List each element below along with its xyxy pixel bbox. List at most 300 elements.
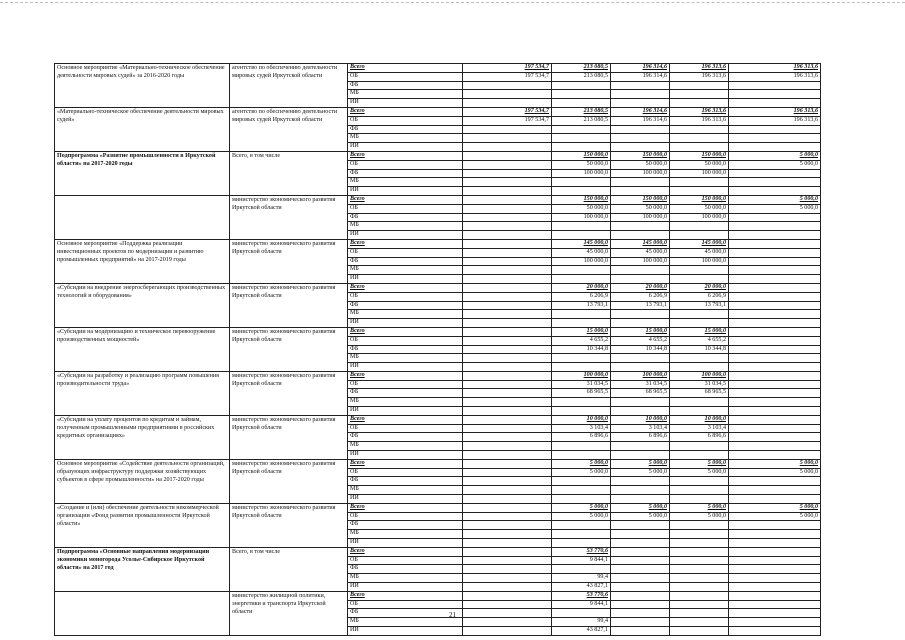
amount-value: 5 000,0 [552,469,610,478]
funding-source-label: ОБ [348,293,462,302]
funding-source-label: Всего [348,108,462,117]
amount-value [670,363,728,371]
amount-value [552,222,610,231]
amount-column-1 [463,284,552,327]
amount-value [611,574,669,583]
amount-value: 5 000,0 [611,504,669,513]
program-name-cell: «Субсидии на внедрение энергосберегающих производственных технологий и оборудования» [55,284,230,327]
amount-value [552,451,610,459]
amount-value [729,627,820,635]
scan-top-edge [0,2,905,3]
amount-value [611,90,669,99]
amount-value [463,240,551,249]
amount-value [463,372,551,381]
page-number: 21 [449,611,456,619]
amount-value: 213 080,5 [552,117,610,126]
program-name-cell: Подпрограмма «Основные направления модернизации экономики моногорода Усолье-Сибирское Иркутской области» на 2017 год [55,548,230,591]
amount-column-3 [611,416,670,459]
amount-value [729,389,820,398]
amount-column-1 [463,328,552,371]
amount-value [463,433,551,442]
amount-column-5 [729,372,821,415]
funding-source-label: МБ [348,222,462,231]
program-name-cell: «Создание и (или) обеспечение деятельности некоммерческой организации «Фонд развития промышленности Иркутской области» [55,504,230,547]
amount-value [552,354,610,363]
table-row [55,416,821,460]
amount-value: 5 000,0 [611,469,669,478]
amount-value [729,231,820,239]
amount-value [552,363,610,371]
amount-column-2 [552,416,611,459]
amount-value [552,134,610,143]
amount-column-3 [611,460,670,503]
amount-value [611,530,669,539]
amount-value [729,618,820,627]
amount-value [611,231,669,239]
amount-value [670,266,728,275]
amount-value [670,539,728,547]
funding-source-label: МБ [348,530,462,539]
executor-cell: агентство по обеспечению деятельности мировых судей Иркутской области [230,64,348,107]
amount-column-5 [729,460,821,503]
amount-value [670,442,728,451]
amount-value: 13 793,1 [552,302,610,311]
funding-source-label: МБ [348,354,462,363]
funding-source-label: МБ [348,618,462,627]
funding-source-label: ИИ [350,143,359,150]
amount-value: 196 313,6 [729,108,820,117]
amount-value [611,548,669,557]
amount-value [463,310,551,319]
amount-value: 100 000,0 [611,258,669,267]
table-row [55,548,821,592]
amount-value [463,601,551,610]
funding-source-label: Всего [348,372,462,381]
amount-column-4 [670,108,729,151]
amount-value [463,187,551,195]
amount-value [670,134,728,143]
amount-value: 9 844,1 [552,557,610,566]
amount-value: 145 000,0 [670,240,728,249]
amount-value [611,275,669,283]
amount-value [670,548,728,557]
amount-value: 196 313,6 [670,108,728,117]
amount-column-4 [670,196,729,239]
table-row [55,504,821,548]
amount-value [463,293,551,302]
amount-value [670,530,728,539]
amount-value: 196 313,6 [670,64,728,73]
amount-value [463,363,551,371]
amount-column-4 [670,328,729,371]
table-row [55,460,821,504]
amount-value [463,152,551,161]
amount-value [670,627,728,635]
amount-value [670,178,728,187]
funding-source-label: МБ [348,90,462,99]
amount-value: 150 000,0 [552,152,610,161]
amount-value: 150 000,0 [552,196,610,205]
amount-value [611,143,669,151]
amount-value [729,433,820,442]
funding-source-label: Всего [348,328,462,337]
amount-value: 100 000,0 [611,170,669,179]
amount-value: 43 827,1 [586,627,608,633]
funding-source-label: ИИ [350,99,359,106]
amount-value [729,442,820,451]
amount-value: 10 000,0 [670,416,728,425]
amount-value: 10 000,0 [552,416,610,425]
amount-column-4 [670,504,729,547]
amount-column-3 [611,108,670,151]
amount-value: 6 206,9 [552,293,610,302]
amount-value [729,416,820,425]
funding-source-cell [348,504,463,547]
amount-value [552,82,610,91]
funding-source-cell [348,372,463,415]
amount-value [611,187,669,195]
amount-value [670,592,728,601]
amount-value [463,214,551,223]
amount-value [729,381,820,390]
program-name-cell: Основное мероприятие «Материально-техническое обеспечение деятельности мировых судей» за 2016-2020 годы [55,64,230,107]
table-row [55,240,821,284]
program-name-cell: «Материально-техническое обеспечение деятельности мировых судей» [55,108,230,151]
executor-cell: министерство экономического развития Иркутской области [230,372,348,415]
table-row [55,372,821,416]
amount-value [729,574,820,583]
amount-value [729,302,820,311]
amount-value [611,583,669,591]
amount-value [670,90,728,99]
amount-value [463,565,551,574]
amount-column-2 [552,108,611,151]
amount-value: 197 534,7 [463,64,551,73]
amount-value: 100 000,0 [670,372,728,381]
amount-value [463,592,551,601]
amount-column-5 [729,416,821,459]
table-row [55,284,821,328]
amount-value [463,99,551,107]
amount-column-3 [611,548,670,591]
amount-value [463,126,551,135]
amount-value: 5 000,0 [670,460,728,469]
amount-value: 45 000,0 [611,249,669,258]
amount-value: 196 314,6 [611,73,669,82]
amount-value: 100 000,0 [552,214,610,223]
amount-value [463,196,551,205]
executor-cell: Всего, в том числе [230,548,348,591]
amount-value [552,275,610,283]
amount-column-2 [552,152,611,195]
funding-source-label: Всего [348,548,462,557]
amount-value [463,627,551,635]
amount-value [729,565,820,574]
amount-column-1 [463,240,552,283]
amount-value [670,275,728,283]
amount-value [670,231,728,239]
amount-value [729,398,820,407]
funding-source-label: ФБ [348,126,462,135]
amount-value: 5 000,0 [552,460,610,469]
amount-value [729,601,820,610]
amount-value [729,222,820,231]
amount-column-2 [552,196,611,239]
amount-column-3 [611,284,670,327]
amount-value [729,143,820,151]
amount-value [611,126,669,135]
funding-source-label: Всего [348,64,462,73]
funding-source-label: МБ [348,134,462,143]
amount-value: 50 000,0 [611,161,669,170]
funding-source-cell [348,328,463,371]
amount-value: 5 000,0 [611,513,669,522]
amount-value [463,178,551,187]
amount-value [729,530,820,539]
amount-value: 53 770,6 [552,592,610,601]
amount-value [670,477,728,486]
amount-value [463,90,551,99]
amount-value [670,99,728,107]
amount-value [463,521,551,530]
amount-value: 6 896,6 [552,433,610,442]
funding-source-label: ОБ [348,469,462,478]
amount-value: 99,4 [552,618,610,627]
amount-column-4 [670,416,729,459]
funding-source-label: Всего [348,460,462,469]
funding-source-label: ФБ [348,389,462,398]
amount-value [552,521,610,530]
funding-source-label: ФБ [348,302,462,311]
amount-value [670,310,728,319]
amount-value [611,495,669,503]
amount-value [463,425,551,434]
amount-value [611,451,669,459]
amount-column-5 [729,284,821,327]
funding-source-label: ИИ [350,627,359,633]
funding-source-label: ФБ [348,170,462,179]
amount-value [463,354,551,363]
amount-value [611,477,669,486]
amount-value [611,486,669,495]
amount-value [552,266,610,275]
amount-value: 5 000,0 [552,504,610,513]
funding-source-cell [348,64,463,107]
amount-value [611,134,669,143]
amount-value: 5 000,0 [729,469,820,478]
amount-value [552,486,610,495]
amount-value [729,258,820,267]
amount-value: 4 655,2 [552,337,610,346]
amount-value [611,310,669,319]
amount-value [611,354,669,363]
amount-value: 6 206,9 [670,293,728,302]
amount-value [552,495,610,503]
program-name-cell: Подпрограмма «Развитие промышленности в Иркутской области» на 2017-2020 годы [55,152,230,195]
program-name-cell: Основное мероприятие «Поддержка реализации инвестиционных проектов по модернизации и развитию промышленных предприятий» на 2017-2019 годы [55,240,230,283]
funding-source-label: ИИ [350,495,359,502]
amount-value: 5 000,0 [670,513,728,522]
amount-value: 5 000,0 [729,460,820,469]
amount-value [463,389,551,398]
amount-value [729,451,820,459]
amount-value [611,178,669,187]
amount-column-1 [463,460,552,503]
amount-column-2 [552,64,611,107]
amount-column-4 [670,64,729,107]
amount-value: 3 103,4 [670,425,728,434]
amount-value: 145 000,0 [552,240,610,249]
amount-value [611,99,669,107]
executor-cell: министерство экономического развития Иркутской области [230,196,348,239]
amount-value [552,126,610,135]
amount-value: 31 034,5 [611,381,669,390]
amount-column-2 [552,504,611,547]
amount-value: 100 000,0 [611,214,669,223]
funding-source-label: ФБ [348,258,462,267]
funding-source-label: МБ [348,266,462,275]
amount-column-1 [463,64,552,107]
funding-source-label: ФБ [348,565,462,574]
amount-value [463,266,551,275]
executor-cell: агентство по обеспечению деятельности мировых судей Иркутской области [230,108,348,151]
amount-value [552,477,610,486]
funding-source-label: ФБ [348,521,462,530]
funding-source-label: МБ [348,398,462,407]
amount-value: 213 080,5 [552,64,610,73]
amount-value [670,82,728,91]
amount-value: 31 034,5 [552,381,610,390]
amount-value [611,319,669,327]
amount-value [463,513,551,522]
amount-value [611,82,669,91]
amount-value: 196 313,6 [670,73,728,82]
amount-column-3 [611,152,670,195]
amount-value: 10 344,8 [552,346,610,355]
amount-value [611,521,669,530]
amount-value [729,363,820,371]
amount-value [463,284,551,293]
amount-value: 150 000,0 [670,152,728,161]
amount-value [729,583,820,591]
amount-column-3 [611,504,670,547]
program-name-cell [55,196,230,239]
amount-value [670,601,728,610]
amount-value: 6 206,9 [611,293,669,302]
amount-value: 196 313,6 [729,117,820,126]
amount-value [611,398,669,407]
amount-value [463,469,551,478]
funding-source-label: ОБ [348,249,462,258]
amount-column-5 [729,108,821,151]
amount-value [463,170,551,179]
amount-value: 15 000,0 [611,328,669,337]
amount-column-1 [463,416,552,459]
amount-value: 5 000,0 [729,161,820,170]
amount-value: 100 000,0 [670,170,728,179]
amount-value [729,592,820,601]
funding-source-label: МБ [348,178,462,187]
funding-source-label: ИИ [350,451,359,458]
funding-source-label: ОБ [348,73,462,82]
budget-table [54,63,821,636]
amount-value [729,477,820,486]
amount-value [611,266,669,275]
amount-column-2 [552,240,611,283]
amount-value [611,222,669,231]
amount-column-5 [729,152,821,195]
amount-value: 53 770,6 [552,548,610,557]
amount-value [463,460,551,469]
amount-value [729,214,820,223]
amount-value: 5 000,0 [670,504,728,513]
amount-value: 13 793,1 [611,302,669,311]
amount-column-1 [463,504,552,547]
amount-value [670,565,728,574]
amount-value: 10 344,8 [611,346,669,355]
amount-value [729,134,820,143]
amount-value: 99,4 [552,574,610,583]
executor-cell: министерство экономического развития Иркутской области [230,284,348,327]
amount-value [611,442,669,451]
funding-source-label: ИИ [350,231,359,238]
amount-column-2 [552,284,611,327]
amount-value: 197 534,7 [463,73,551,82]
amount-value: 45 000,0 [552,249,610,258]
amount-value [611,592,669,601]
program-name-cell: «Субсидии на разработку и реализацию программ повышения производительности труда» [55,372,230,415]
amount-value [463,477,551,486]
amount-value: 10 344,8 [670,346,728,355]
amount-value [463,275,551,283]
amount-value: 50 000,0 [670,161,728,170]
amount-value [552,442,610,451]
amount-value: 9 844,1 [552,601,610,610]
amount-value [463,548,551,557]
executor-cell: министерство жилищной политики, энергетики и транспорта Иркутской области [230,592,348,635]
amount-column-5 [729,64,821,107]
amount-value: 50 000,0 [611,205,669,214]
amount-value [463,407,551,415]
funding-source-label: ИИ [350,407,359,414]
amount-value: 68 965,5 [611,389,669,398]
amount-value [670,187,728,195]
amount-column-4 [670,460,729,503]
amount-column-2 [552,460,611,503]
amount-value: 100 000,0 [552,258,610,267]
amount-column-1 [463,548,552,591]
funding-source-label: ОБ [348,381,462,390]
amount-value [552,310,610,319]
funding-source-label: ФБ [348,346,462,355]
funding-source-label: ФБ [348,214,462,223]
amount-value: 68 965,5 [552,389,610,398]
amount-value: 196 314,6 [611,117,669,126]
executor-cell: министерство экономического развития Иркутской области [230,460,348,503]
amount-value [729,310,820,319]
amount-value [552,530,610,539]
amount-value [729,548,820,557]
funding-source-cell [348,196,463,239]
amount-value: 5 000,0 [670,469,728,478]
amount-value [611,627,669,635]
amount-value [729,372,820,381]
amount-column-5 [729,328,821,371]
amount-value: 5 000,0 [729,205,820,214]
funding-source-label: ОБ [348,425,462,434]
amount-value: 10 000,0 [611,416,669,425]
funding-source-label: ОБ [348,601,462,610]
